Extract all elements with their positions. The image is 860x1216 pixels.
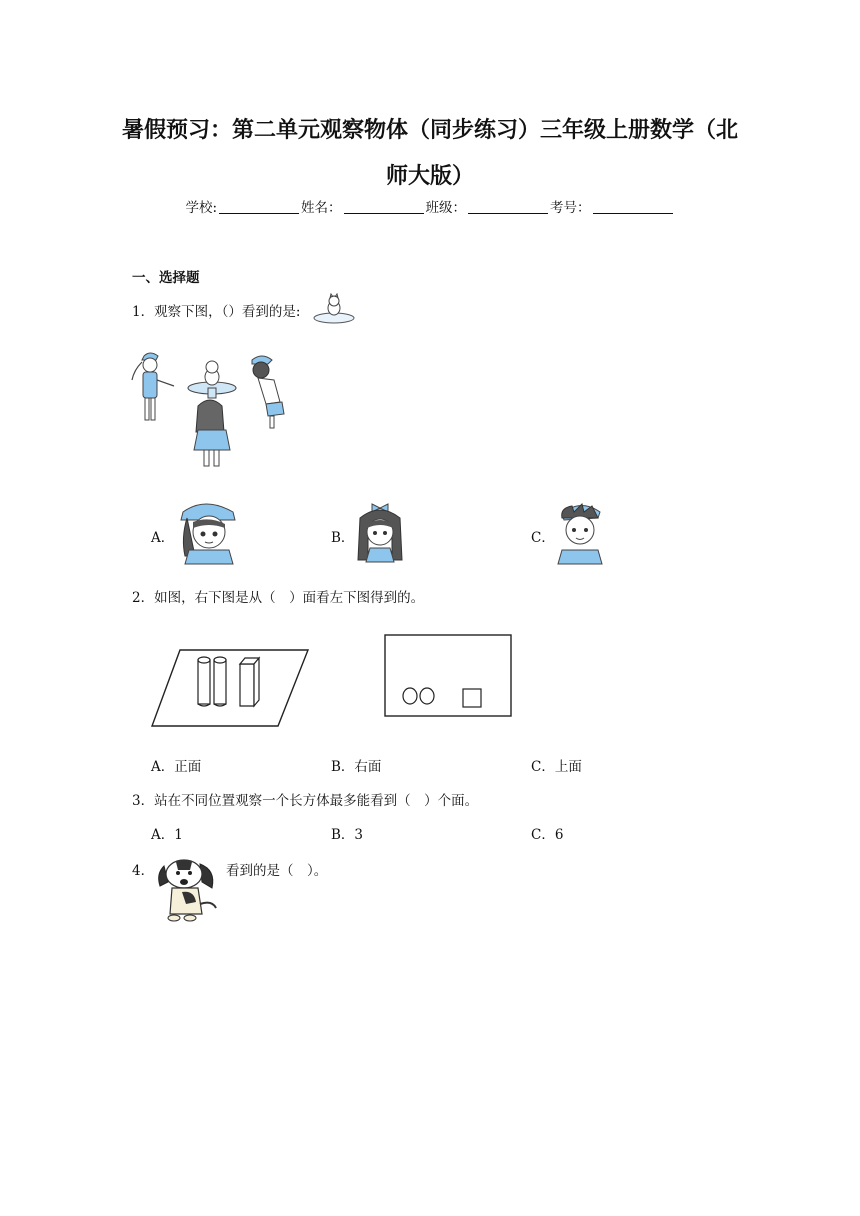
class-blank[interactable] — [468, 199, 548, 214]
dog-icon — [154, 856, 220, 926]
question-4-number: 4． — [132, 863, 155, 879]
q1-option-c-boy-image — [552, 498, 608, 564]
cylinder-1 — [198, 657, 210, 706]
q1-option-a-girl-cap-image — [175, 498, 239, 564]
class-label: 班级： — [425, 200, 467, 216]
observers-scene-illustration — [128, 350, 293, 475]
school-blank[interactable] — [219, 199, 299, 214]
name-label: 姓名： — [301, 200, 342, 216]
q1-option-b-girl-bow-image — [352, 498, 408, 564]
q1-option-b-label[interactable]: B． — [331, 530, 355, 546]
student-info-line — [0, 196, 860, 216]
question-4-text: 看到的是（ ）。 — [226, 863, 328, 879]
boy-right-observer — [252, 356, 284, 428]
question-1-text: 1．观察下图，（）看到的是: — [132, 304, 301, 320]
number-label: 考号： — [550, 200, 591, 216]
cat-on-plate-icon — [312, 294, 358, 326]
girl-left-observer — [132, 353, 174, 420]
q2-solids-on-plane-figure — [150, 648, 312, 728]
name-blank[interactable] — [344, 199, 424, 214]
q2-option-a[interactable]: A．正面 — [151, 759, 202, 775]
question-3-text: 3．站在不同位置观察一个长方体最多能看到（ ）个面。 — [132, 793, 479, 809]
cuboid — [240, 658, 259, 706]
q3-option-b[interactable]: B．3 — [331, 827, 364, 843]
number-blank[interactable] — [593, 199, 673, 214]
girl-back-observer — [194, 400, 230, 466]
question-2-text: 2．如图，右下图是从（ ）面看左下图得到的。 — [132, 590, 425, 606]
school-label: 学校: — [185, 200, 218, 216]
q3-option-a[interactable]: A．1 — [151, 827, 183, 843]
q2-option-c[interactable]: C．上面 — [531, 759, 582, 775]
table-with-cat — [188, 361, 236, 398]
section-heading: 一、选择题 — [132, 270, 200, 286]
q2-view-figure — [384, 634, 512, 718]
q1-option-a-label[interactable]: A． — [151, 530, 175, 546]
q2-option-b[interactable]: B．右面 — [331, 759, 382, 775]
q1-option-c-label[interactable]: C． — [531, 530, 555, 546]
q3-option-c[interactable]: C．6 — [531, 827, 564, 843]
cylinder-2 — [214, 657, 226, 706]
page-title: 暑假预习：第二单元观察物体（同步练习）三年级上册数学（北师大版） — [121, 118, 738, 189]
